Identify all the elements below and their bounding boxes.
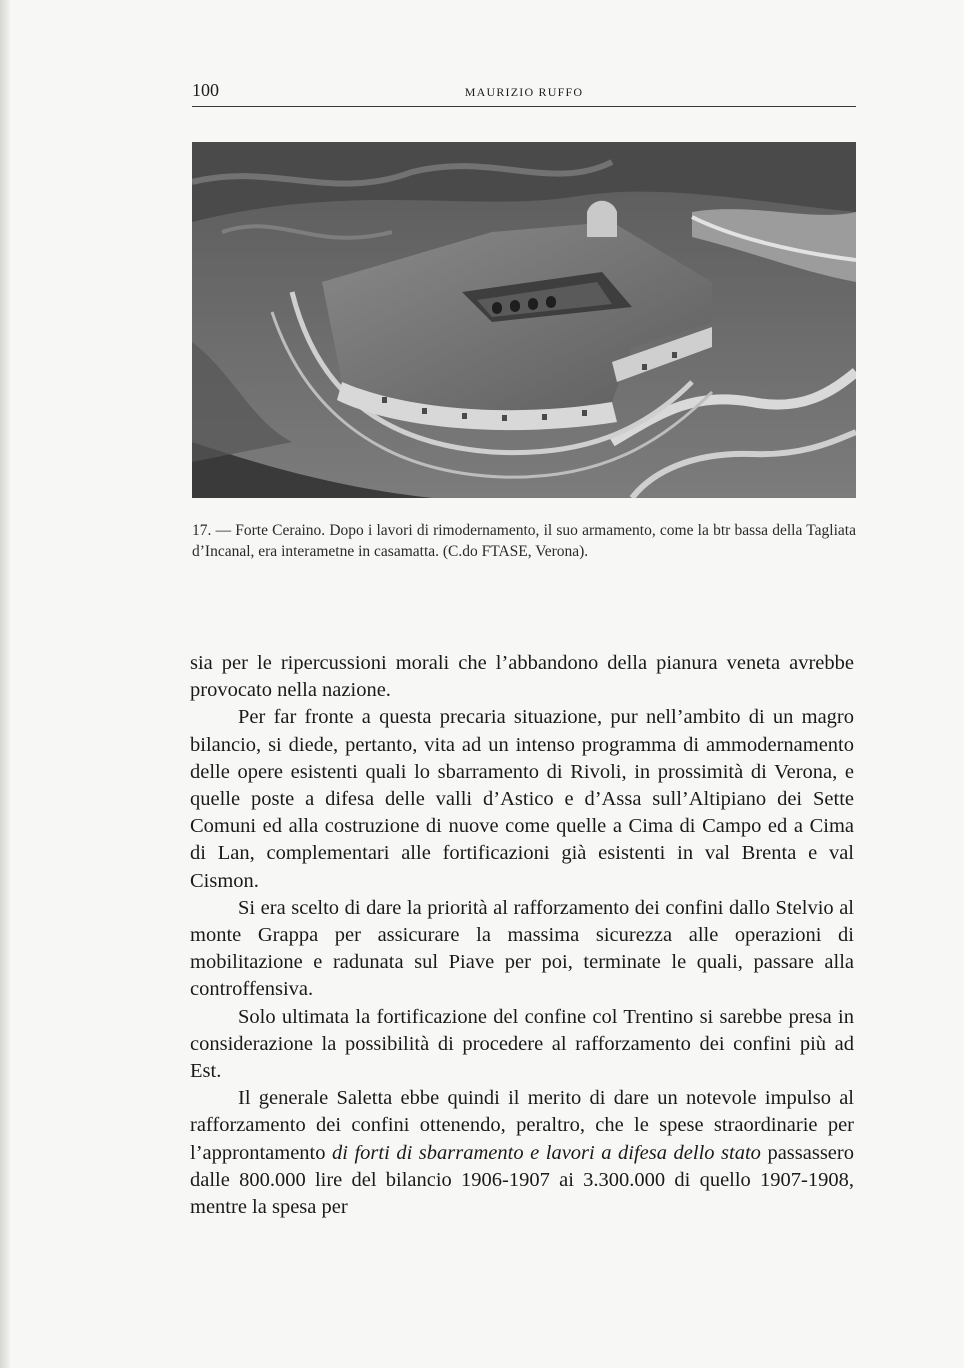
paragraph: Si era scelto di dare la priorità al rafforzamento dei confini dallo Stelvio al monte Grappa per assicurare la massima sicurezza alle operazioni di mobilitazione e radunata sul Piave per poi, terminate le quali, passare alla controffensiva.	[190, 896, 854, 1001]
paragraph-text: Il generale Saletta ebbe quindi il merito di dare un notevole impulso al rafforzamento dei confini ottenendo, peraltro, che le spese straordinarie per l’approntamento	[190, 1087, 854, 1164]
paragraph: Per far fronte a questa precaria situazione, pur nell’ambito di un magro bilancio, si diede, pertanto, vita ad un intenso programma di ammodernamento delle opere esistenti quali lo sbarramento di Rivoli, in prossimità di Verona, e quelle poste a difesa delle valli d’Astico e d’Assa sull’Altipiano dei Sette Comuni ed alla costruzione di nuove come quelle a Cima di Campo ed a Cima di Lan, complementari alle fortificazioni già esistenti in val Brenta e val Cismon.	[190, 706, 854, 892]
aerial-photo-fortress-icon	[192, 142, 856, 498]
italic-phrase: di forti di sbarramento e lavori a difesa dello stato	[332, 1141, 761, 1164]
page-header	[192, 80, 856, 107]
paragraph: sia per le ripercussioni morali che l’abbandono della pianura veneta avrebbe provocato nella nazione.	[190, 652, 854, 702]
running-head: MAURIZIO RUFFO	[464, 85, 584, 99]
page-binding-edge	[0, 0, 10, 1368]
paragraph	[190, 1085, 854, 1221]
page-number: 100	[192, 80, 219, 100]
fortress-photo	[192, 142, 856, 498]
paragraph-text: passassero dalle 800.000 lire del bilancio 1906-1907 ai 3.300.000 di quello 1907-1908, mentre la spesa per	[190, 1141, 854, 1219]
body-text	[190, 650, 854, 1221]
figure-caption: 17. — Forte Ceraino. Dopo i lavori di rimodernamento, il suo armamento, come la btr bassa della Tagliata d’Incanal, era interametne in casamatta. (C.do FTASE, Verona).	[192, 522, 856, 560]
paragraph: Solo ultimata la fortificazione del confine col Trentino si sarebbe presa in considerazione la possibilità di procedere al rafforzamento dei confini più ad Est.	[190, 1005, 854, 1083]
